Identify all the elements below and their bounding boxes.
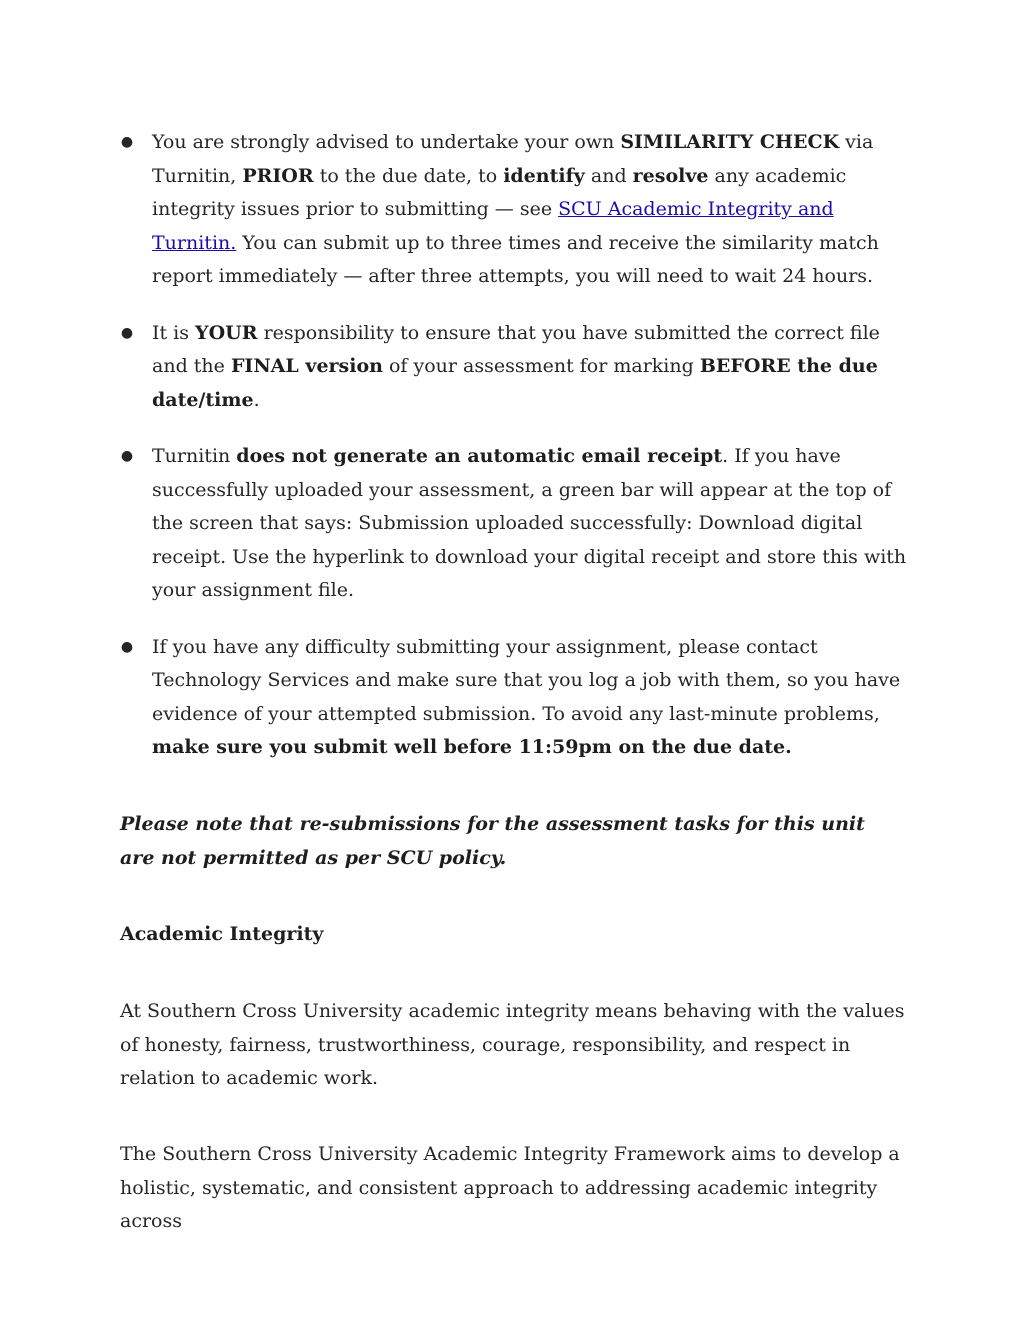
bold-text: SIMILARITY CHECK: [620, 131, 840, 153]
text: You are strongly advised to undertake your own: [152, 131, 621, 153]
bold-text: YOUR: [195, 321, 258, 344]
list-item-responsibility: [120, 317, 910, 418]
list-item-email-receipt: [120, 440, 910, 608]
paragraph-academic-integrity-definition: At Southern Cross University academic integrity means behaving with the values of honesty, fairness, trustworthiness, courage, responsibility, and respect in relation to academic work.: [120, 1000, 905, 1089]
list-item-similarity-check: [120, 126, 910, 294]
text: and: [584, 164, 633, 187]
bullet-icon: ●: [120, 448, 134, 464]
bullet-icon: ●: [120, 134, 134, 150]
bold-text: does not generate an automatic email receipt: [236, 445, 723, 467]
text: via Turnitin,: [152, 131, 874, 187]
text: . If you have successfully uploaded your assessment, a green bar will appear at the top of the screen that says: Submission uploaded successfully: Download digital receipt. Use the hyperlink to download your digital receipt and store this with your assignment file.: [152, 445, 907, 601]
text: It is: [152, 321, 196, 344]
list-item-difficulty: [120, 631, 910, 765]
bold-text: BEFORE the due date/time: [152, 355, 878, 411]
paragraph-integrity-framework: The Southern Cross University Academic Integrity Framework aims to develop a holistic, systematic, and consistent approach to addressing academic integrity across: [120, 1143, 900, 1232]
text: If you have any difficulty submitting your assignment, please contact Technology Services and make sure that you log a job with them, so you have evidence of your attempted submission. To avoid any last-minute problems,: [152, 635, 901, 725]
bold-text: make sure you submit well before 11:59pm on the due date.: [152, 736, 792, 758]
bold-text: PRIOR: [242, 164, 314, 187]
text: You can submit up to three times and receive the similarity match report immediately — after three attempts, you will need to wait 24 hours.: [152, 231, 879, 287]
resubmission-note: Please note that re-submissions for the assessment tasks for this unit are not permitted as per SCU policy.: [120, 813, 865, 869]
bold-text: resolve: [632, 164, 709, 187]
bold-text: FINAL version: [230, 355, 383, 377]
section-heading: Academic Integrity: [120, 923, 324, 945]
text: responsibility to ensure that you have submitted the correct file and the: [152, 321, 880, 377]
text: .: [253, 388, 260, 411]
text: of your assessment for marking: [382, 355, 700, 377]
bold-text: identify: [503, 164, 585, 187]
scu-academic-integrity-link[interactable]: SCU Academic Integrity and Turnitin.: [152, 198, 834, 254]
text: to the due date, to: [313, 164, 504, 187]
bullet-icon: ●: [120, 324, 134, 341]
bullet-icon: ●: [120, 638, 134, 655]
text: any academic integrity issues prior to submitting — see: [152, 164, 847, 220]
submission-guidelines-list: [120, 126, 910, 788]
text: Turnitin: [152, 445, 237, 467]
